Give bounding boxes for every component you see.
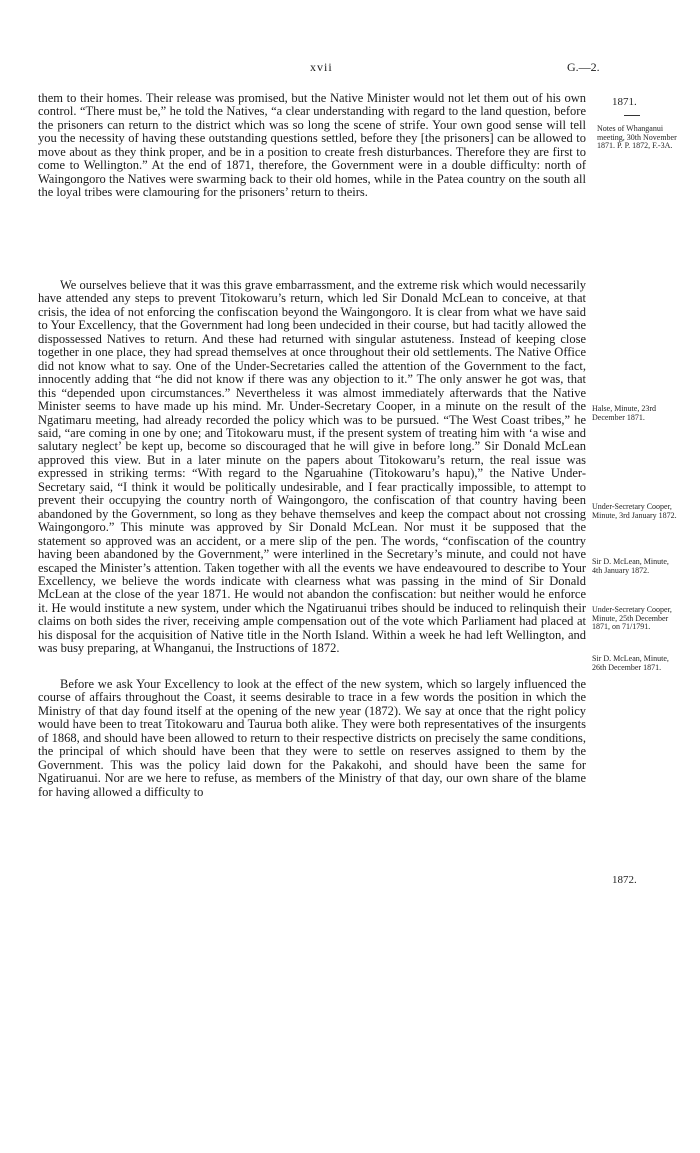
margin-note-mclean-2: Sir D. McLean, Minute, 26th December 1871. bbox=[592, 654, 669, 672]
margin-note-whanganui: Notes of Whanganui meeting, 30th November 1871. P. P. 1872, F.-3A. bbox=[597, 124, 677, 151]
margin-rule bbox=[624, 115, 640, 116]
page-number: xvii bbox=[310, 60, 333, 74]
margin-year-1871: 1871. bbox=[612, 96, 637, 108]
page-header bbox=[0, 60, 700, 80]
margin-note-cooper-1: Under-Secretary Cooper, Minute, 3rd January 1872. bbox=[592, 502, 677, 520]
paragraph-1: them to their homes. Their release was promised, but the Native Minister would not let them out of his own control. “There must be,” he told the Natives, “a clear understanding with regard to the land question, before the prisoners can return to the district which was so long the scene of strife. Your own good sense will tell you the necessity of having these outstanding questions settled, before they [the prisoners] can be allowed to move about as they think proper, and be in a position to create fresh disturbances. Therefore they are first to come to Wellington.” At the end of 1871, therefore, the Government were in a double difficulty: north of Waingongoro the Natives were swarming back to their old homes, while in the Patea country on the south all the loyal tribes were clamouring for the prisoners’ return to theirs. bbox=[38, 91, 586, 200]
paragraph-2: We ourselves believe that it was this grave embarrassment, and the extreme risk which would necessarily have attended any steps to prevent Titokowaru’s return, which led Sir Donald McLean to conceive, at that crisis, the idea of not enforcing the confiscation beyond the Waingongoro. It is clear from what we have said to Your Excellency, that the Government had long been undecided in their course, but had tacitly allowed the dispossessed Natives to return. And these had returned with singular astuteness. Instead of keeping close together in one place, they had spread themselves at once throughout their old settlements. The Native Office did not know what to say. One of the Under-Secretaries called the attention of the Government to the fact, innocently adding that “he did not know if there was any objection to it.” The only answer he got was, that this “depended upon circumstances.” Nevertheless it was almost immediately afterwards that the Native Minister seems to have made up his mind. Mr. Under-Secretary Cooper, in a minute on the result of the Ngatimaru meeting, had already recorded the policy which was to be pursued. “The West Coast tribes,” he said, “are coming in one by one; and Titokowaru must, if the present system of treating him with ‘a wise and salutary neglect’ be kept up, become so discouraged that he will give in before long.” Sir Donald McLean approved this view. But in a later minute on the papers about Titokowaru’s return, the real issue was expressed in striking terms: “With regard to the Ngaruahine (Titokowaru’s hapu),” the Native Under-Secretary said, “I think it would be politically undesirable, and I fear practically impossible, to attempt to prevent their occupying the country north of Waingongoro, the confiscation of that country having been abandoned by the Government, so long as they behave themselves and keep the compact about not crossing Waingongoro.” This minute was approved by Sir Donald McLean. Nor must it be supposed that the statement so approved was an accident, or a mere slip of the pen. The words, “confiscation of the country having been abandoned by the Government,” were interlined in the Secretary’s minute, and could not have escaped the Minister’s attention. Taken together with all the events we have endeavoured to describe to Your Excellency, we believe the words indicate with clearness what was passing in the mind of Sir Donald McLean at the close of the year 1871. He would not abandon the confiscation: but neither would he enforce it. He would institute a new system, under which the Ngatiruanui tribes should be induced to relinquish their claims on both sides the river, receiving ample compensation out of the vote which Parliament had placed at his disposal for the acquisition of Native title in the North Island. Within a week he had left Wellington, and was busy preparing, at Whanganui, the Instructions of 1872. bbox=[38, 278, 586, 656]
paragraph-3: Before we ask Your Excellency to look at the effect of the new system, which so largely influenced the course of affairs throughout the Coast, it seems desirable to trace in a few words the position in which the Ministry of that day found itself at the opening of the new year (1872). We say at once that the right policy would have been to treat Titokowaru and Taurua both alike. They were both representatives of the insurgents of 1868, and should have been allowed to return to their respective districts on precisely the same conditions, the principal of which should have been that they were to settle on reserves assigned to them by the Government. This was the policy laid down for the Pakakohi, and should have been the same for Ngatiruanui. Nor are we here to refuse, as members of the Ministry of that day, our own share of the blame for having allowed a difficulty to bbox=[38, 677, 586, 799]
margin-note-mclean-1: Sir D. McLean, Minute, 4th January 1872. bbox=[592, 557, 669, 575]
document-code: G.—2. bbox=[567, 60, 600, 74]
margin-year-1872: 1872. bbox=[612, 874, 637, 886]
margin-note-halse: Halse, Minute, 23rd December 1871. bbox=[592, 404, 656, 422]
main-text bbox=[38, 92, 586, 925]
margin-note-cooper-2: Under-Secretary Cooper, Minute, 25th December 1871, on 71/1791. bbox=[592, 605, 672, 632]
